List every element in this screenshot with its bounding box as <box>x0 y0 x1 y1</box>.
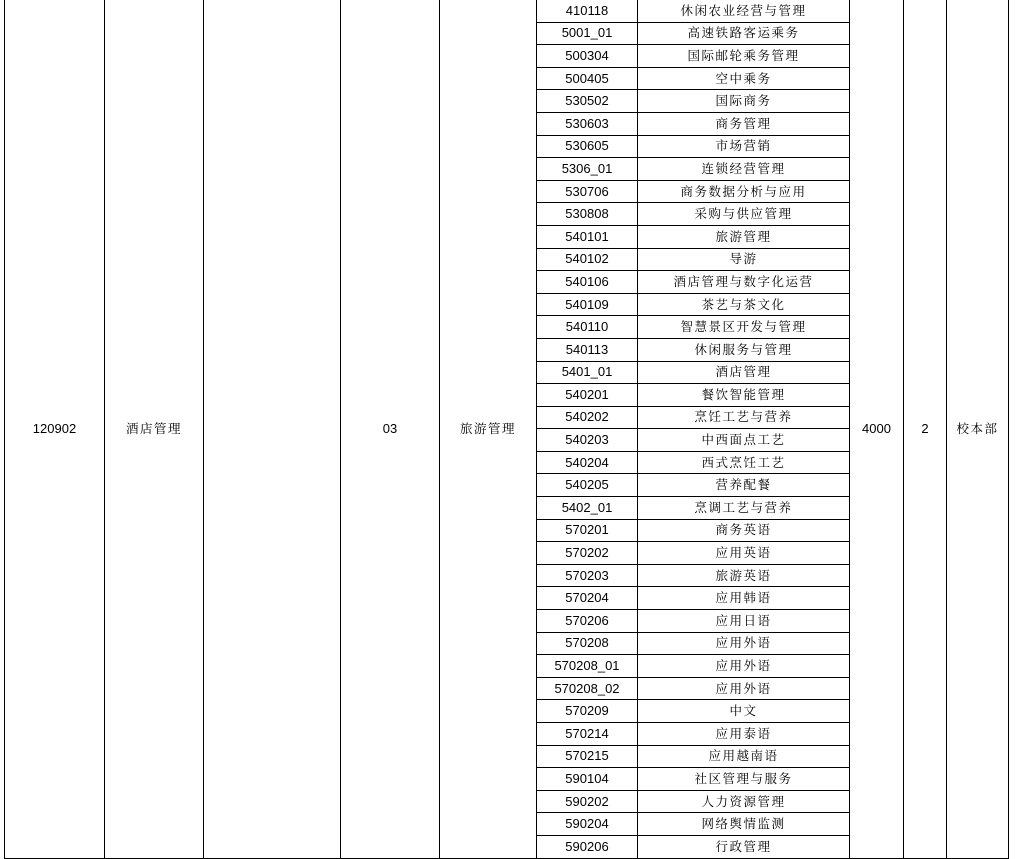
category-code-cell: 03 <box>341 0 440 858</box>
source-major-name-cell: 旅游英语 <box>638 564 850 587</box>
source-major-code-cell: 540101 <box>537 225 638 248</box>
source-major-code-cell: 540204 <box>537 451 638 474</box>
source-major-code-cell: 540202 <box>537 406 638 429</box>
source-major-name-cell: 行政管理 <box>638 835 850 858</box>
source-major-name-cell: 国际邮轮乘务管理 <box>638 45 850 68</box>
source-major-code-cell: 530502 <box>537 90 638 113</box>
table-body <box>5 0 1009 858</box>
source-major-name-cell: 社区管理与服务 <box>638 768 850 791</box>
source-major-name-cell: 应用英语 <box>638 542 850 565</box>
source-major-code-cell: 530808 <box>537 203 638 226</box>
source-major-name-cell: 商务英语 <box>638 519 850 542</box>
source-major-code-cell: 540110 <box>537 316 638 339</box>
plan-count-cell: 4000 <box>850 0 904 858</box>
source-major-code-cell: 590202 <box>537 790 638 813</box>
source-major-code-cell: 570214 <box>537 723 638 746</box>
source-major-name-cell: 国际商务 <box>638 90 850 113</box>
source-major-code-cell: 570209 <box>537 700 638 723</box>
major-name-cell: 酒店管理 <box>105 0 204 858</box>
source-major-code-cell: 5401_01 <box>537 361 638 384</box>
source-major-name-cell: 商务数据分析与应用 <box>638 180 850 203</box>
source-major-code-cell: 5402_01 <box>537 497 638 520</box>
source-major-code-cell: 590104 <box>537 768 638 791</box>
source-major-name-cell: 酒店管理与数字化运营 <box>638 271 850 294</box>
source-major-name-cell: 网络舆情监测 <box>638 813 850 836</box>
source-major-code-cell: 570203 <box>537 564 638 587</box>
source-major-code-cell: 410118 <box>537 0 638 22</box>
source-major-name-cell: 连锁经营管理 <box>638 158 850 181</box>
source-major-name-cell: 休闲服务与管理 <box>638 338 850 361</box>
source-major-code-cell: 570208_01 <box>537 655 638 678</box>
source-major-name-cell: 应用外语 <box>638 677 850 700</box>
source-major-code-cell: 500304 <box>537 45 638 68</box>
source-major-code-cell: 570215 <box>537 745 638 768</box>
source-major-name-cell: 中西面点工艺 <box>638 429 850 452</box>
source-major-code-cell: 540203 <box>537 429 638 452</box>
source-major-name-cell: 营养配餐 <box>638 474 850 497</box>
source-major-code-cell: 5306_01 <box>537 158 638 181</box>
admission-table <box>4 0 1009 859</box>
table-row <box>5 0 1009 22</box>
source-major-code-cell: 590204 <box>537 813 638 836</box>
source-major-name-cell: 餐饮智能管理 <box>638 384 850 407</box>
source-major-name-cell: 应用外语 <box>638 655 850 678</box>
source-major-name-cell: 休闲农业经营与管理 <box>638 0 850 22</box>
source-major-name-cell: 采购与供应管理 <box>638 203 850 226</box>
source-major-name-cell: 应用日语 <box>638 610 850 633</box>
source-major-code-cell: 530605 <box>537 135 638 158</box>
source-major-name-cell: 茶艺与茶文化 <box>638 293 850 316</box>
source-major-code-cell: 5001_01 <box>537 22 638 45</box>
source-major-name-cell: 人力资源管理 <box>638 790 850 813</box>
source-major-name-cell: 导游 <box>638 248 850 271</box>
years-cell: 2 <box>904 0 947 858</box>
source-major-code-cell: 570202 <box>537 542 638 565</box>
source-major-code-cell: 570201 <box>537 519 638 542</box>
source-major-code-cell: 530603 <box>537 112 638 135</box>
source-major-code-cell: 540106 <box>537 271 638 294</box>
source-major-code-cell: 570208_02 <box>537 677 638 700</box>
category-name-cell: 旅游管理 <box>440 0 537 858</box>
source-major-name-cell: 应用外语 <box>638 632 850 655</box>
campus-cell: 校本部 <box>947 0 1009 858</box>
source-major-name-cell: 酒店管理 <box>638 361 850 384</box>
source-major-code-cell: 540113 <box>537 338 638 361</box>
source-major-code-cell: 540205 <box>537 474 638 497</box>
source-major-code-cell: 590206 <box>537 835 638 858</box>
source-major-name-cell: 应用韩语 <box>638 587 850 610</box>
blank-cell <box>204 0 341 858</box>
source-major-name-cell: 市场营销 <box>638 135 850 158</box>
source-major-code-cell: 530706 <box>537 180 638 203</box>
source-major-code-cell: 540102 <box>537 248 638 271</box>
source-major-name-cell: 商务管理 <box>638 112 850 135</box>
source-major-code-cell: 500405 <box>537 67 638 90</box>
source-major-name-cell: 旅游管理 <box>638 225 850 248</box>
source-major-code-cell: 570208 <box>537 632 638 655</box>
source-major-name-cell: 应用泰语 <box>638 723 850 746</box>
source-major-name-cell: 西式烹饪工艺 <box>638 451 850 474</box>
source-major-name-cell: 应用越南语 <box>638 745 850 768</box>
major-code-cell: 120902 <box>5 0 105 858</box>
source-major-code-cell: 540109 <box>537 293 638 316</box>
source-major-name-cell: 空中乘务 <box>638 67 850 90</box>
source-major-name-cell: 烹饪工艺与营养 <box>638 406 850 429</box>
source-major-name-cell: 高速铁路客运乘务 <box>638 22 850 45</box>
source-major-code-cell: 570206 <box>537 610 638 633</box>
source-major-code-cell: 570204 <box>537 587 638 610</box>
source-major-code-cell: 540201 <box>537 384 638 407</box>
source-major-name-cell: 中文 <box>638 700 850 723</box>
source-major-name-cell: 智慧景区开发与管理 <box>638 316 850 339</box>
source-major-name-cell: 烹调工艺与营养 <box>638 497 850 520</box>
